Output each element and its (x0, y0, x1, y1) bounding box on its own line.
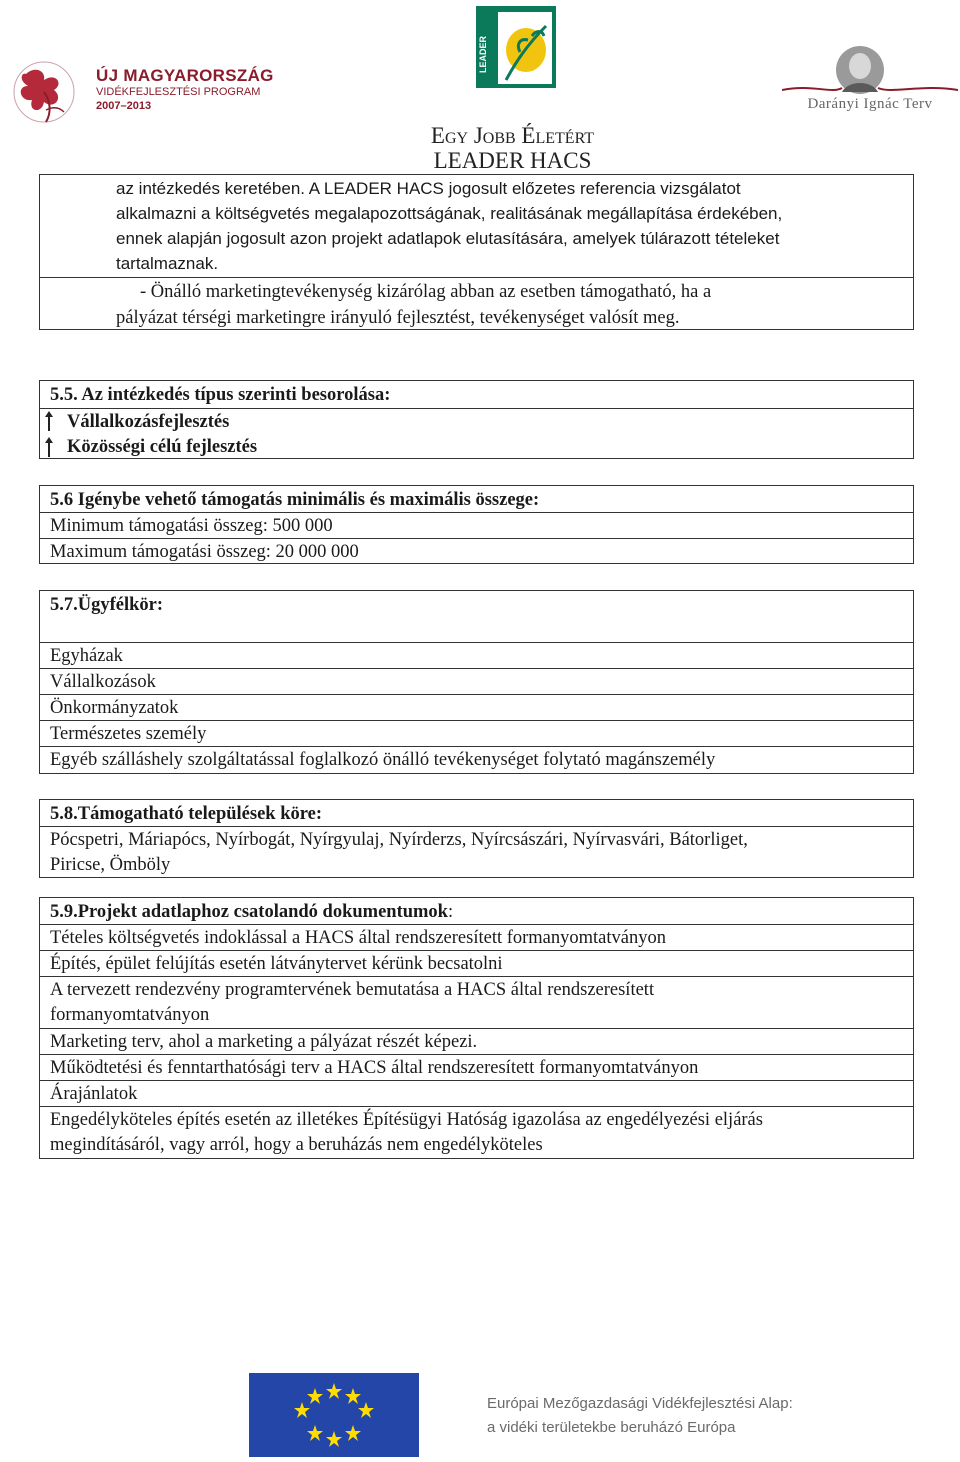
intro-line: tartalmaznak. (116, 254, 219, 273)
document-item: Árajánlatok (50, 1084, 138, 1104)
classification-item: Vállalkozásfejlesztés (67, 412, 230, 432)
section-5-7 (39, 590, 914, 774)
portrait-medallion-icon (782, 44, 958, 96)
document-item: Építés, épület felújítás esetén látványtervet kérünk becsatolni (50, 954, 503, 974)
section-title-bold: 5.9.Projekt adatlaphoz csatolandó dokumentumok (50, 902, 448, 922)
document-item-cont: formanyomtatványon (50, 1005, 210, 1025)
section-title-suffix: : (447, 902, 454, 922)
logo-title: ÚJ MAGYARORSZÁG (96, 66, 274, 85)
intro-line: az intézkedés keretében. A LEADER HACS jogosult előzetes referencia vizsgálatot (116, 179, 741, 198)
bullet-line: pályázat térségi marketingre irányuló fejlesztést, tevékenységet valósít meg. (116, 308, 680, 328)
section-title: 5.5. Az intézkedés típus szerinti besorolása: (50, 385, 391, 405)
eu-line-1: Európai Mezőgazdasági Vidékfejlesztési Alap: (487, 1395, 793, 1412)
eu-fund-caption (487, 1392, 793, 1440)
minimum-amount: Minimum támogatási összeg: 500 000 (50, 516, 333, 536)
client-item: Egyházak (50, 646, 123, 666)
arrow-up-icon (44, 437, 54, 457)
header-subtitle: LEADER HACS (433, 148, 592, 173)
leader-logo (476, 6, 556, 88)
client-item: Természetes személy (50, 724, 207, 744)
leader-logo-text: LEADER (478, 35, 488, 73)
section-title (50, 899, 453, 925)
document-item-cont: megindításáról, vagy arról, hogy a beruházás nem engedélyköteles (50, 1135, 543, 1155)
intro-box (39, 174, 914, 330)
intro-line: alkalmazni a költségvetés megalapozottságának, realitásának megállapítása érdekében, (116, 204, 783, 223)
section-5-5 (39, 380, 914, 459)
logo-subtitle: VIDÉKFEJLESZTÉSI PROGRAM (96, 86, 261, 98)
document-item: Tételes költségvetés indoklással a HACS által rendszeresített formanyomtatványon (50, 928, 666, 948)
settlements-line: Pócspetri, Máriapócs, Nyírbogát, Nyírgyulaj, Nyírderzs, Nyírcsászári, Nyírvasvári, Bátorliget, (50, 830, 748, 850)
daranyi-text: Darányi Ignác Terv (807, 96, 933, 112)
uj-magyarorszag-logo (6, 56, 276, 126)
divider (40, 1080, 913, 1081)
settlements-line: Piricse, Ömböly (50, 855, 171, 875)
eu-flag (249, 1373, 419, 1457)
section-5-8 (39, 799, 914, 878)
divider (40, 277, 913, 278)
classification-item: Közösségi célú fejlesztés (67, 437, 258, 457)
eu-line-2: a vidéki területekbe beruházó Európa (487, 1419, 736, 1436)
intro-line: ennek alapján jogosult azon projekt adatlapok elutasítására, amelyek túlárazott tételeket (116, 229, 780, 248)
header-title: Egy Jobb Életért (430, 123, 595, 148)
eu-stars-icon (249, 1373, 419, 1457)
section-5-6 (39, 485, 914, 564)
document-item: A tervezett rendezvény programtervének bemutatása a HACS által rendszeresített (50, 980, 655, 1000)
logo-years: 2007–2013 (96, 100, 152, 112)
section-title: 5.6 Igénybe vehető támogatás minimális és maximális összege: (50, 490, 540, 510)
daranyi-ignac-terv-logo (782, 44, 958, 116)
flower-emblem-icon (6, 56, 90, 126)
maximum-amount: Maximum támogatási összeg: 20 000 000 (50, 542, 359, 562)
divider (40, 668, 913, 669)
client-item: Vállalkozások (50, 672, 156, 692)
document-item: Marketing terv, ahol a marketing a pályázat részét képezi. (50, 1032, 478, 1052)
document-item: Engedélyköteles építés esetén az illetékes Építésügyi Hatóság igazolása az engedélyezési eljárás (50, 1110, 763, 1130)
section-5-9 (39, 897, 914, 1159)
client-item: Önkormányzatok (50, 698, 179, 718)
client-item: Egyéb szálláshely szolgáltatással foglalkozó önálló tevékenységet folytató magánszemély (50, 750, 716, 770)
bullet-line: - Önálló marketingtevékenység kizárólag abban az esetben támogatható, ha a (140, 282, 712, 302)
document-item: Működtetési és fenntarthatósági terv a HACS által rendszeresített formanyomtatványon (50, 1058, 699, 1078)
section-title: 5.7.Ügyfélkör: (50, 595, 164, 615)
divider (40, 642, 913, 643)
section-title: 5.8.Támogatható települések köre: (50, 804, 322, 824)
arrow-up-icon (44, 411, 54, 431)
